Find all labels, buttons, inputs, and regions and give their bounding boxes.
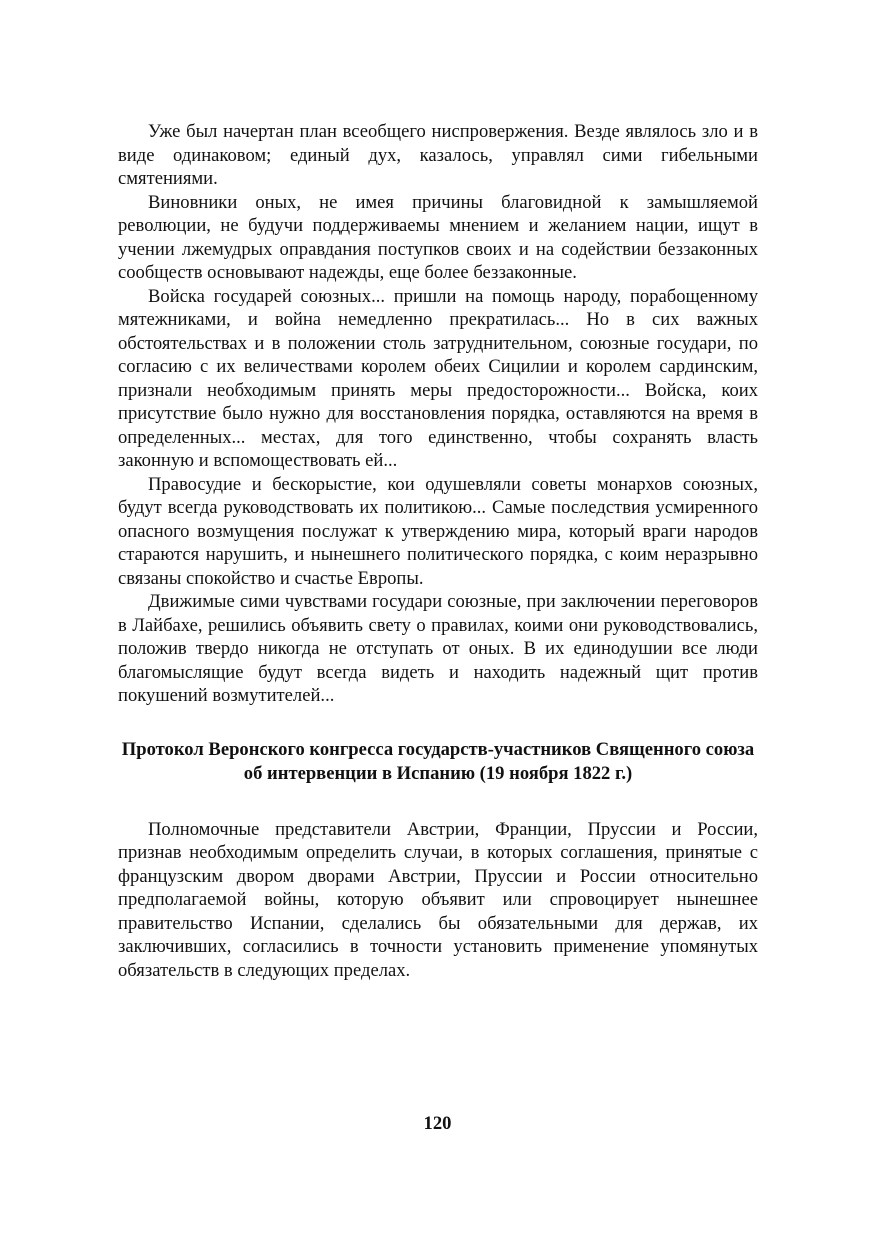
paragraph-plenipotentiaries: Полномочные представители Австрии, Франции, Пруссии и России, признав необходимым определить случаи, в которых соглашения, принятые с французским двором дворами Австрии, Пруссии и России относительно предполагаемой войны, которую объявит или спровоцирует нынешнее правительство Испании, сделались бы обязательными для держав, их заключивших, согласились в точности установить применение упомянутых обязательств в следующих пределах. xyxy=(118,818,758,981)
paragraph-plan: Уже был начертан план всеобщего ниспровержения. Везде являлось зло и в виде одинаковом; единый дух, казалось, управлял сими гибельными смятениями. xyxy=(118,121,758,189)
page-content xyxy=(118,120,758,982)
section-heading: Протокол Веронского конгресса государств-участников Священного союза об интервенции в Испанию (19 ноября 1822 г.) xyxy=(121,738,755,784)
paragraph-justice: Правосудие и бескорыстие, кои одушевляли советы монархов союзных, будут всегда руководствовать их политикою... Самые последствия усмиренного опасного возмущения послужат к утверждению мира, который враги народов стараются нарушить, и нынешнего политического порядка, с коим неразрывно связаны спокойство и счастье Европы. xyxy=(118,473,758,589)
paragraph-laibach: Движимые сими чувствами государи союзные, при заключении переговоров в Лайбахе, решились объявить свету о правилах, коими они руководствовались, положив твердо никогда не отступать от оных. В их единодушии все люди благомыслящие будут всегда видеть и находить надежный щит против покушений возмутителей... xyxy=(118,591,758,706)
page-number: 120 xyxy=(423,1113,452,1134)
paragraph-instigators: Виновники оных, не имея причины благовидной к замышляемой революции, не будучи поддерживаемы мнением и желанием нации, ищут в учении лжемудрых оправдания поступков своих и на содействии беззаконных сообществ основывают надежды, еще более беззаконные. xyxy=(118,191,758,283)
paragraph-allied-troops: Войска государей союзных... пришли на помощь народу, порабощенному мятежниками, и война немедленно прекратилась... Но в сих важных обстоятельствах и в положении столь затруднительном, союзные государи, по согласию с их величествами королем обеих Сицилии и королем сардинским, признали необходимым принять меры предосторожности... Войска, коих присутствие было нужно для восстановления порядка, оставляются на время в определенных... местах, для того единственно, чтобы сохранять власть законную и вспомоществовать ей... xyxy=(118,285,758,471)
